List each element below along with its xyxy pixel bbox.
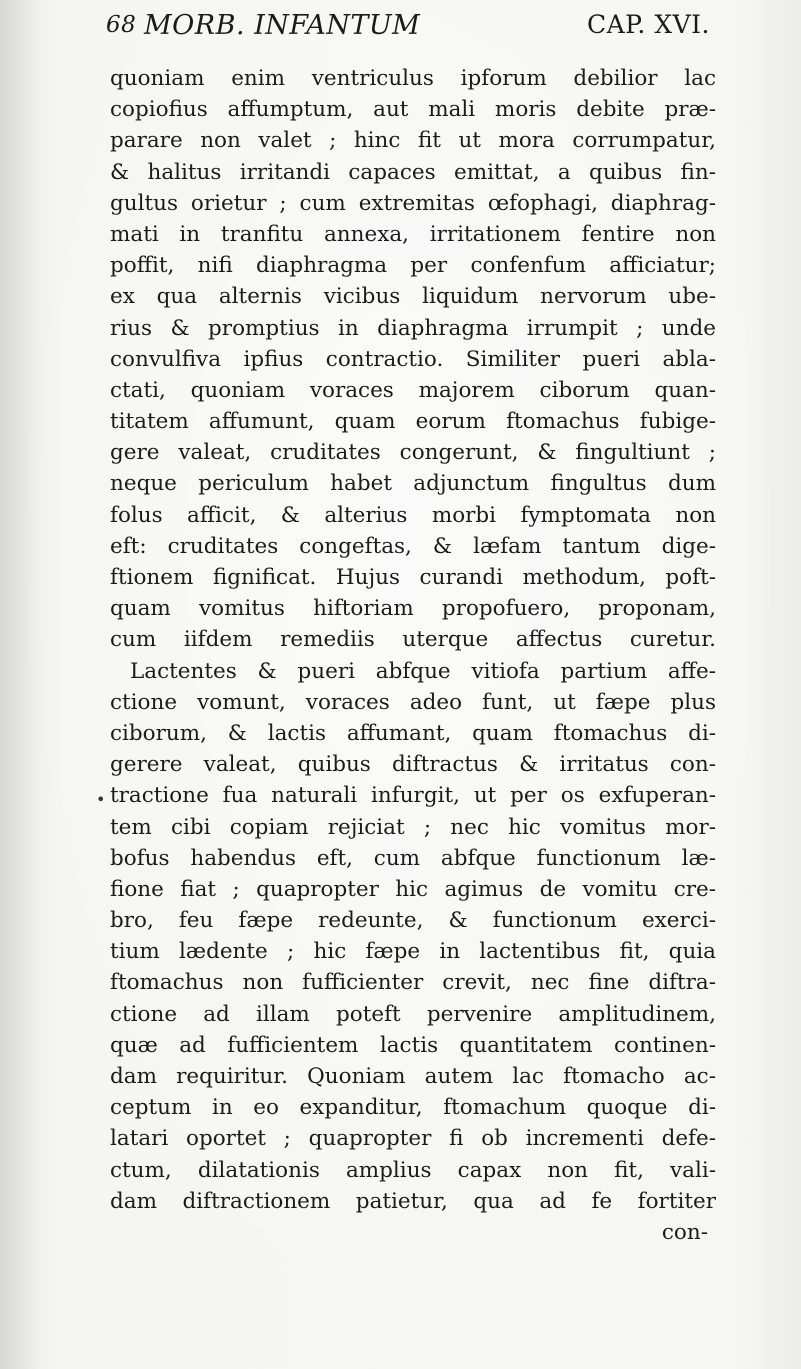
text-line: ctati, quoniam voraces majorem ciborum quan-: [110, 377, 716, 403]
text-line: Lactentes & pueri abfque vitiofa partium affe-: [130, 658, 716, 684]
text-line: ftomachus non fufficienter crevit, nec fine diftra-: [110, 970, 716, 996]
text-line: con-: [661, 1219, 708, 1245]
text-line: quam vomitus hiftoriam propofuero, proponam,: [110, 596, 716, 622]
text-line: titatem affumunt, quam eorum ftomachus fubige-: [110, 409, 716, 435]
chapter-label: CAP. XVI.: [586, 10, 710, 39]
text-line: ctione ad illam poteft pervenire amplitudinem,: [110, 1001, 716, 1027]
text-line: neque periculum habet adjunctum fingultus dum: [110, 471, 716, 497]
text-line: ctione vomunt, voraces adeo funt, ut fæpe plus: [110, 689, 716, 715]
page-header: [106, 2, 716, 52]
text-line: quæ ad fufficientem lactis quantitatem continen-: [110, 1032, 716, 1058]
text-line: tium lædente ; hic fæpe in lactentibus fit, quia: [110, 939, 716, 965]
text-line: parare non valet ; hinc fit ut mora corrumpatur,: [110, 128, 716, 154]
text-line: & halitus irritandi capaces emittat, a quibus fin-: [110, 159, 716, 185]
text-line: gere valeat, cruditates congerunt, & fingultiunt ;: [110, 440, 716, 466]
text-line: eft: cruditates congeftas, & læfam tantum dige-: [110, 533, 716, 559]
text-line: tractione fua naturali infurgit, ut per os exfuperan-: [110, 783, 716, 809]
text-line: mati in tranfitu annexa, irritationem fentire non: [110, 221, 716, 247]
margin-mark: •: [96, 790, 106, 809]
text-line: convulfiva ipfius contractio. Similiter pueri abla-: [110, 346, 716, 372]
page-number: 68: [106, 12, 137, 38]
text-line: latari oportet ; quapropter fi ob incrementi defe-: [110, 1126, 716, 1152]
text-line: ex qua alternis vicibus liquidum nervorum ube-: [110, 284, 716, 310]
text-line: poffit, nifi diaphragma per confenfum afficiatur;: [110, 253, 716, 279]
text-line: dam requiritur. Quoniam autem lac ftomacho ac-: [110, 1064, 716, 1089]
text-line: tem cibi copiam rejiciat ; nec hic vomitus mor-: [110, 814, 716, 840]
text-line: folus afficit, & alterius morbi fymptomata non: [110, 502, 716, 528]
text-line: copiofius affumptum, aut mali moris debite præ-: [110, 97, 716, 123]
text-line: gerere valeat, quibus diftractus & irritatus con-: [110, 752, 716, 778]
text-line: bro, feu fæpe redeunte, & functionum exerci-: [110, 908, 716, 934]
gutter-shadow: [0, 0, 40, 1369]
text-line: gultus orietur ; cum extremitas œfophagi, diaphrag-: [110, 190, 716, 216]
text-line: dam diftractionem patietur, qua ad fe fortiter: [110, 1188, 716, 1214]
text-line: quoniam enim ventriculus ipforum debilior lac: [110, 66, 716, 91]
text-line: fione fiat ; quapropter hic agimus de vomitu cre-: [110, 876, 716, 902]
text-line: ciborum, & lactis affumant, quam ftomachus di-: [110, 720, 716, 746]
text-line: bofus habendus eft, cum abfque functionum læ-: [110, 845, 716, 871]
text-line: ftionem fignificat. Hujus curandi methodum, poft-: [110, 565, 716, 590]
text-line: ceptum in eo expanditur, ftomachum quoque di-: [110, 1095, 716, 1121]
text-line: rius & promptius in diaphragma irrumpit ; unde: [110, 315, 716, 341]
running-title: MORB. INFANTUM: [144, 10, 421, 41]
text-line: ctum, dilatationis amplius capax non fit, vali-: [110, 1157, 716, 1183]
text-line: cum iifdem remediis uterque affectus curetur.: [110, 627, 716, 653]
body-text: [110, 63, 716, 1248]
